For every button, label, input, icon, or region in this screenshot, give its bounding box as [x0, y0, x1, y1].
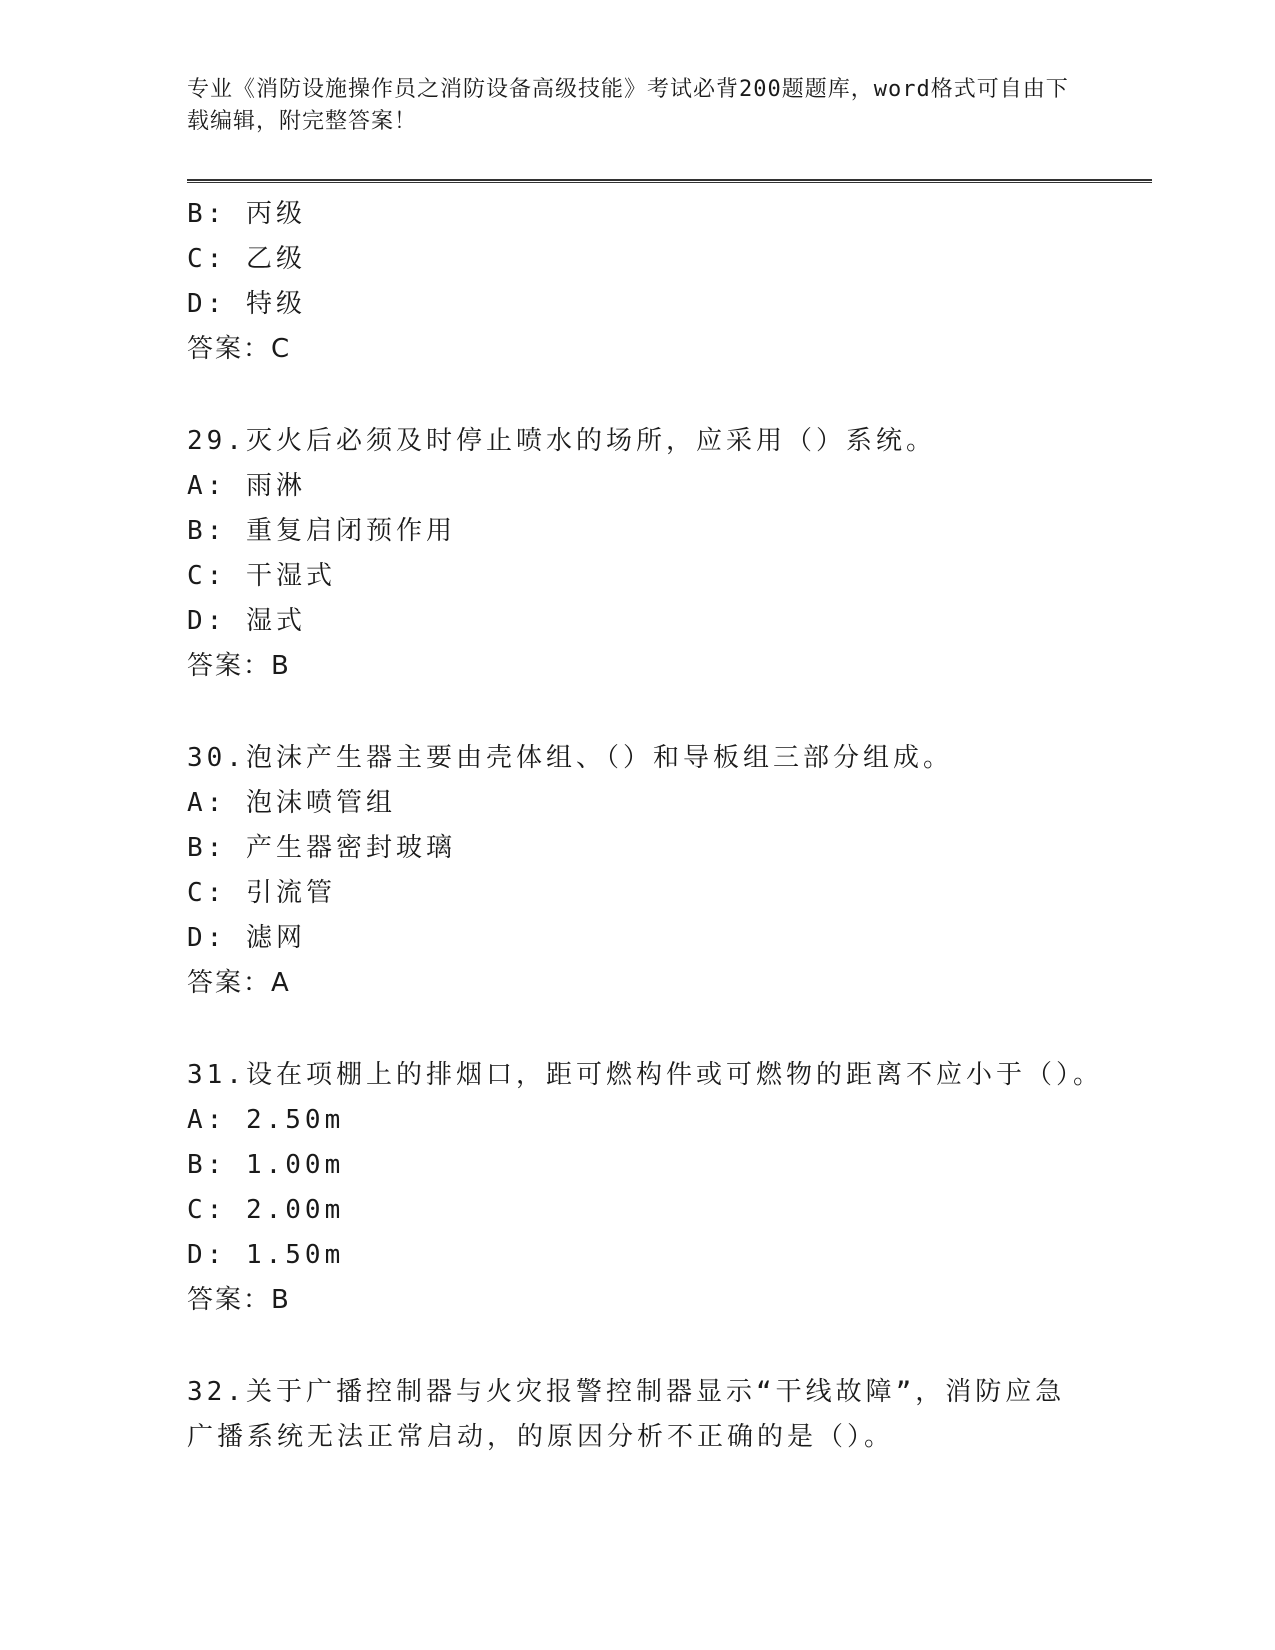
question-list	[187, 192, 1103, 1460]
answer: 答案：B	[187, 1285, 291, 1315]
answer: 答案：A	[187, 968, 291, 998]
option-c: C: 干湿式	[187, 561, 336, 591]
option-b: B: 1.00m	[187, 1150, 345, 1180]
spacer	[187, 1006, 1087, 1053]
option-c: C: 2.00m	[187, 1195, 345, 1225]
question-stem: 29.灭火后必须及时停止喷水的场所，应采用（）系统。	[187, 426, 936, 456]
question-stem: 30.泡沫产生器主要由壳体组、（）和导板组三部分组成。	[187, 743, 953, 773]
option-d: D: 湿式	[187, 606, 306, 636]
option-d: D: 特级	[187, 289, 306, 319]
option-d: D: 滤网	[187, 923, 306, 953]
question-30	[187, 736, 1087, 1006]
option-c: C: 引流管	[187, 878, 336, 908]
option-a: A: 雨淋	[187, 471, 306, 501]
option-b: B: 丙级	[187, 199, 306, 229]
option-a: A: 2.50m	[187, 1105, 345, 1135]
option-b: B: 产生器密封玻璃	[187, 833, 456, 863]
answer: 答案：C	[187, 334, 292, 364]
question-stem: 32.关于广播控制器与火灾报警控制器显示“干线故障”，消防应急广播系统无法正常启动，的原因分析不正确的是（）。	[187, 1377, 1066, 1452]
option-b: B: 重复启闭预作用	[187, 516, 456, 546]
question-29	[187, 419, 1087, 689]
spacer	[187, 1323, 1087, 1370]
page-header: 专业《消防设施操作员之消防设备高级技能》考试必背200题题库，word格式可自由下载编辑，附完整答案！	[187, 77, 1069, 134]
spacer	[187, 372, 1087, 419]
option-c: C: 乙级	[187, 244, 306, 274]
option-d: D: 1.50m	[187, 1240, 345, 1270]
question-28-tail	[187, 192, 1087, 372]
spacer	[187, 689, 1087, 736]
question-31	[187, 1053, 1103, 1323]
header-divider	[187, 179, 1152, 183]
option-a: A: 泡沫喷管组	[187, 788, 396, 818]
question-32	[187, 1370, 1087, 1460]
answer: 答案：B	[187, 651, 291, 681]
question-stem: 31.设在项棚上的排烟口，距可燃构件或可燃物的距离不应小于（）。	[187, 1060, 1103, 1090]
